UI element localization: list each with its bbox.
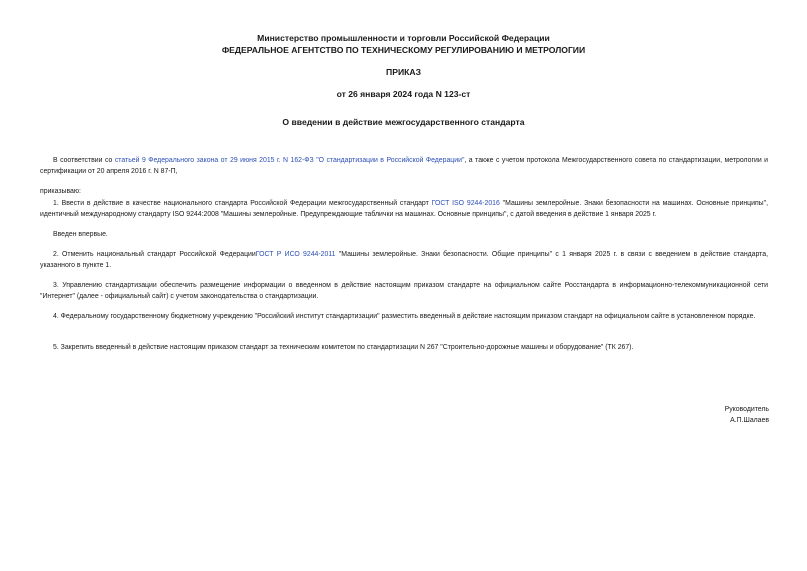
p2-suffix: "Машины землеройные. Знаки безопасности. Общие принципы" с 1 января 2025 г. в связи с введением в действие стандарта, указанного в пункте 1.: [40, 251, 769, 269]
law-link[interactable]: статьей 9 Федерального закона от 29 июня 2015 г. N 162-ФЗ "О стандартизации в Российской Федерации": [114, 157, 465, 164]
document-type: ПРИКАЗ: [386, 67, 421, 77]
ministry-title: Министерство промышленности и торговли Российской Федерации: [257, 33, 550, 43]
paragraph-1: [40, 198, 768, 220]
signature-title: Руководитель: [724, 406, 769, 413]
p1-suffix: "Машины землеройные. Знаки безопасности на машинах. Основные принципы", идентичный международному стандарту ISO 9244:2008 "Машины землеройные. Предупреждающие таблички на машинах. Основные принципы", с датой введения в действие 1 января 2025 г.: [40, 200, 768, 218]
order-word: приказываю:: [40, 188, 81, 195]
paragraph-2: [40, 249, 768, 271]
document-date-number: от 26 января 2024 года N 123-ст: [336, 89, 471, 99]
paragraph-5: 5. Закрепить введенный в действие настоящим приказом стандарт за техническим комитетом по стандартизации N 267 "Строительно-дорожные машины и оборудование" (ТК 267).: [53, 344, 634, 351]
intro-paragraph: [40, 155, 768, 177]
signature-name: А.П.Шалаев: [730, 417, 769, 424]
p2-prefix: 2. Отменить национальный стандарт Российской Федерации: [53, 251, 256, 258]
gost-iso-link[interactable]: ГОСТ ISO 9244-2016: [431, 200, 500, 207]
introduced-first-note: Введен впервые.: [53, 231, 108, 238]
p1-prefix: 1. Ввести в действие в качестве национального стандарта Российской Федерации межгосударственный стандарт: [53, 200, 432, 207]
document-subject: О введении в действие межгосударственного стандарта: [282, 117, 525, 127]
intro-prefix: В соответствии со: [53, 157, 115, 164]
paragraph-3: 3. Управлению стандартизации обеспечить размещение информации о введенном в действие настоящим приказом стандарте на официальном сайте Росстандарта в информационно-телекоммуникационной сети "Интернет" (далее - официальный сайт) с учетом законодательства о стандартизации.: [40, 282, 768, 300]
agency-title: ФЕДЕРАЛЬНОЕ АГЕНТСТВО ПО ТЕХНИЧЕСКОМУ РЕГУЛИРОВАНИЮ И МЕТРОЛОГИИ: [221, 45, 586, 55]
paragraph-4: 4. Федеральному государственному бюджетному учреждению "Российский институт стандартизации" разместить введенный в действие настоящим приказом стандарт на официальном сайте в установленном порядке.: [53, 313, 756, 320]
intro-suffix: , а также с учетом протокола Межгосударственного совета по стандартизации, метрологии и сертификации от 20 апреля 2016 г. N 87-П,: [40, 157, 769, 175]
gost-r-iso-link[interactable]: ГОСТ Р ИСО 9244-2011: [255, 251, 336, 258]
